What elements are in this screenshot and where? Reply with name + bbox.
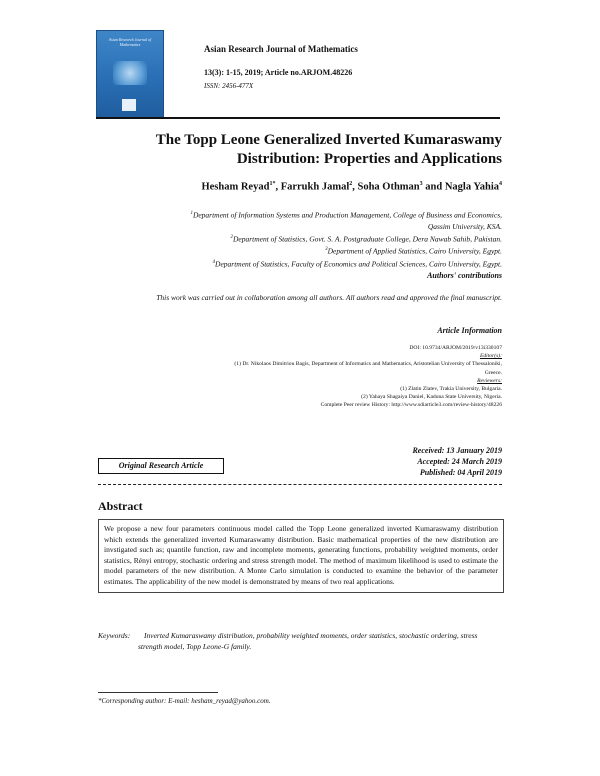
keywords-text: Inverted Kumaraswamy distribution, probability weighted moments, order statistics, stochastic ordering, stress strength model, Topp Leone-G family. (138, 631, 478, 651)
affil-text: Department of Statistics, Govt. S. A. Postgraduate College, Dera Nawab Sahib, Pakistan. (232, 234, 502, 243)
journal-cover-image (96, 30, 164, 118)
article-info (100, 344, 502, 410)
editor-1-cont: Greece. (484, 369, 502, 376)
keywords-label: Keywords: (98, 631, 131, 640)
article-info-heading: Article Information (437, 326, 502, 335)
author-sep: and (422, 181, 445, 193)
article-title (100, 131, 502, 169)
cover-title: Asian Research Journal of Mathematics (108, 37, 152, 47)
affiliation-1 (100, 208, 502, 221)
affil-sup: 2 (230, 234, 233, 240)
author-sup: 2 (349, 181, 353, 187)
editors-label: Editor(s): (479, 353, 502, 360)
affil-text: Department of Information Systems and Production Management, College of Business and Economics, (192, 210, 502, 220)
author-list (100, 181, 502, 193)
author-sep: , (275, 181, 281, 193)
abstract-heading: Abstract (98, 499, 143, 513)
doi: DOI: 10.9734/ARJOM/2019/v13i330107 (409, 345, 502, 351)
author-name: Nagla Yahia (444, 181, 499, 193)
reviewer-2: (2) Yahaya Shagaiya Daniel, Kaduna State University, Nigeria. (361, 394, 502, 401)
affiliation-4 (100, 257, 502, 270)
affiliation-3 (100, 244, 502, 257)
contributions-heading: Authors' contributions (427, 271, 502, 280)
author-name: Soha Othman (357, 181, 420, 193)
received-date: Received: 13 January 2019 (412, 446, 502, 455)
title-line-1: The Topp Leone Generalized Inverted Kumaraswamy (155, 132, 502, 148)
reviewers-label: Reviewers: (477, 377, 502, 384)
affil-text: Department of Applied Statistics, Cairo University, Egypt. (327, 246, 502, 256)
reviewer-1: (1) Zlatin Zlatev, Trakia University, Bulgaria. (400, 386, 502, 393)
header-rule (96, 117, 500, 119)
affil-text: Department of Statistics, Faculty of Economics and Political Sciences, Cairo University, Egypt. (215, 259, 502, 268)
affiliation-2 (100, 232, 502, 245)
issn: ISSN: 2456-477X (204, 82, 254, 90)
author-sep: , (352, 181, 358, 193)
affil-sup: 3 (325, 247, 328, 252)
affiliation-1-cont: Qassim University, KSA. (427, 221, 502, 231)
contributions-text: This work was carried out in collaboration among all authors. All authors read and approved the final manuscript. (156, 293, 502, 302)
article-dates (412, 445, 502, 478)
affil-sup: 4 (212, 259, 216, 265)
published-date: Published: 04 April 2019 (419, 468, 502, 477)
title-line-2: Distribution: Properties and Applications (236, 151, 502, 167)
cover-emblem-icon (113, 61, 147, 85)
article-type-badge: Original Research Article (98, 458, 224, 474)
author-name: Farrukh Jamal (280, 181, 350, 193)
accepted-date: Accepted: 24 March 2019 (417, 457, 502, 466)
editor-1: (1) Dr. Nikolaos Dimitriou Bagis, Department of Informatics and Mathematics, Aristotelian University of Thessaloniki, (234, 361, 502, 368)
journal-name: Asian Research Journal of Mathematics (204, 44, 358, 54)
affil-sup: 1 (190, 211, 193, 216)
section-rule (98, 484, 502, 485)
corresponding-author-footnote: *Corresponding author: E-mail: hesham_reyad@yahoo.com. (98, 697, 271, 705)
author-name: Hesham Reyad (201, 181, 270, 193)
review-history-link[interactable]: Complete Peer review History: http://www.sdiarticle3.com/review-history/48226 (320, 402, 502, 409)
author-sup: 3 (419, 181, 423, 187)
volume-line: 13(3): 1-15, 2019; Article no.ARJOM.48226 (204, 68, 353, 77)
author-sup: 4 (499, 181, 502, 187)
cover-logo-icon (122, 99, 136, 111)
abstract-text: We propose a new four parameters continuous model called the Topp Leone generalized inverted Kumaraswamy distribution which extends the generalized inverted Kumaraswamy distribution. Basic mathematical properties of the new distribution are invstigated such as; quantile function, raw and incomplete moments, generating functions, probability weighted moments, order statistics, Rényi entropy, stochastic ordering and stress strength model. The method of maximum likelihood is used to estimate the model parameters of the new distribution. A Monte Carlo simulation is conducted to examine the behavior of the parameter estimates. The applicability of the new model is demonstrated by means of two real applications. (98, 519, 504, 593)
footnote-rule (98, 692, 218, 693)
author-sup: 1* (269, 181, 276, 187)
affiliations (100, 208, 502, 269)
keywords (98, 630, 502, 652)
